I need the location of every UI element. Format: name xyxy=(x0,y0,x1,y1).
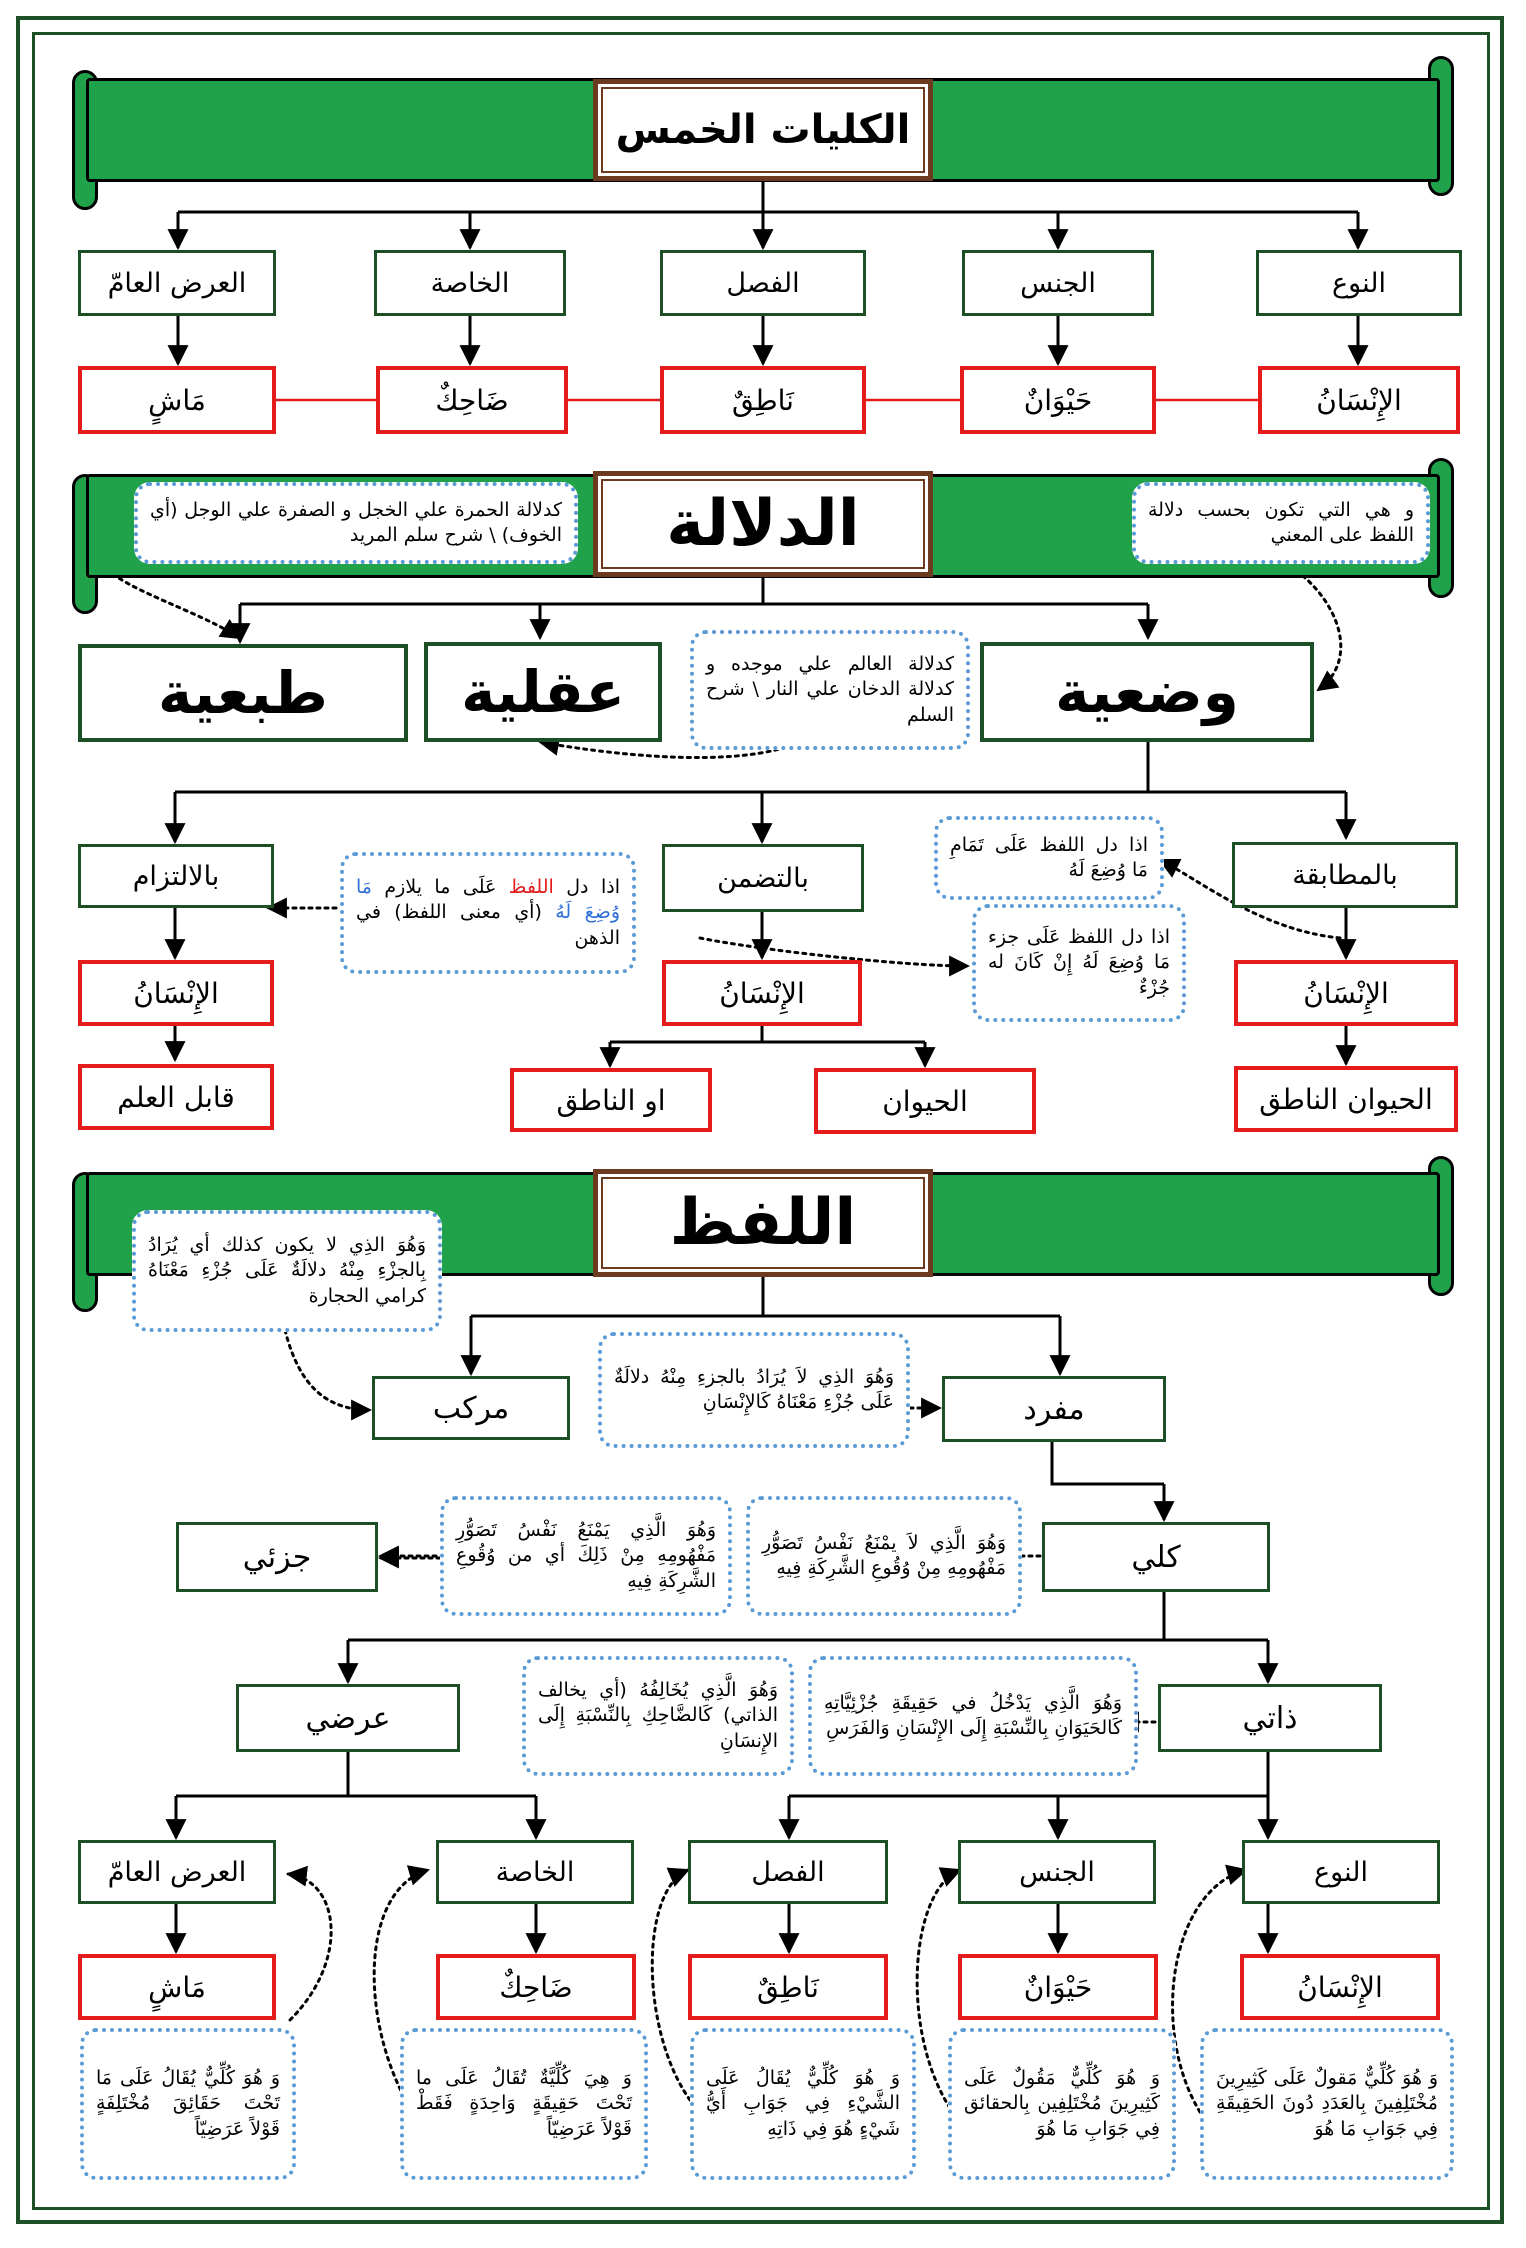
dotted-link xyxy=(285,1330,370,1410)
example-mashin: مَاشٍ xyxy=(78,1954,276,2020)
note-iltizam-part: اذا دل xyxy=(566,876,620,899)
dotted-link xyxy=(288,1874,331,2020)
node-kulli: كلي xyxy=(1042,1522,1270,1592)
section2-title: الدلالة xyxy=(596,474,930,574)
dotted-link xyxy=(652,1870,690,2100)
example-insan: الإِنْسَانُ xyxy=(1240,1954,1440,2020)
note-wadiyya-definition: و هي التي تكون بحسب دلالة اللفظ على المعني xyxy=(1132,482,1430,564)
category-khassa: الخاصة xyxy=(436,1840,634,1904)
type-aqliyya: عقلية xyxy=(424,642,662,742)
connector xyxy=(1052,1442,1164,1484)
insan-iltizam: الإِنْسَانُ xyxy=(78,960,274,1026)
note-iltizam xyxy=(340,852,636,974)
example-natiq: نَاطِقٌ xyxy=(660,366,866,434)
example-tadammun-natiq: او الناطق xyxy=(510,1068,712,1132)
section1-title: الكليات الخمس xyxy=(596,82,930,178)
definition-ard-amm: وَ هُوَ كُلِّيٌّ يُقَالُ عَلَى مَا تَحْتَ حَقَائِقَ مُخْتَلِفَةٍ قَوْلاً عَرَضِيّاً xyxy=(80,2028,296,2180)
category-naw: النوع xyxy=(1256,250,1462,316)
note-tadammun: اذا دل اللفظ عَلَى جزء مَا وُضِعَ لَهُ إِنْ كَانَ له جُزْءٌ xyxy=(972,904,1186,1022)
type-tabiiyya: طبعية xyxy=(78,644,408,742)
category-ard-amm: العرض العامّ xyxy=(78,250,276,316)
connector xyxy=(240,574,1148,604)
sub-iltizam: بالالتزام xyxy=(78,844,274,908)
insan-tadammun: الإِنْسَانُ xyxy=(662,960,862,1026)
section3-title: اللفظ xyxy=(596,1172,930,1274)
connector xyxy=(610,1026,925,1042)
definition-naw: وَ هُوَ كُلِّيٌّ مَقولٌ عَلَى كَثِيرِينَ مُخْتَلِفِينَ بِالعَدَدِ دُونَ الحَقِيقَةِ فِي جَوَابِ مَا هُوَ xyxy=(1200,2028,1454,2180)
note-mufrad: وَهُوَ الذِي لاَ يُرَادُ بالجزءِ مِنْهُ دلالَةٌ عَلَى جُزْءِ مَعْنَاهُ كَالإِنْسَانِ xyxy=(598,1332,910,1448)
category-jins: الجنس xyxy=(958,1840,1156,1904)
category-jins: الجنس xyxy=(962,250,1154,316)
sub-tadammun: بالتضمن xyxy=(662,844,864,912)
node-mufrad: مفرد xyxy=(942,1376,1166,1442)
example-mashin: مَاشٍ xyxy=(78,366,276,434)
node-murakkab: مركب xyxy=(372,1376,570,1440)
category-naw: النوع xyxy=(1242,1840,1440,1904)
note-iltizam-wudia: مَا وُضِعَ لَهُ xyxy=(356,876,621,924)
example-insan: الإِنْسَانُ xyxy=(1258,366,1460,434)
example-hayawan: حَيْوَانٌ xyxy=(958,1954,1158,2020)
category-ard-amm: العرض العامّ xyxy=(78,1840,276,1904)
example-dahik: ضَاحِكٌ xyxy=(376,366,568,434)
note-mutabaqa: اذا دل اللفظ عَلَى تَمَامِ مَا وُضِعَ لَهُ xyxy=(934,816,1164,900)
note-aqliyya-example: كدلالة العالم علي موجده و كدلالة الدخان علي النار \ شرح السلم xyxy=(690,630,970,750)
node-juzi: جزئي xyxy=(176,1522,378,1592)
note-iltizam-part: (أي معنى اللفظ) في الذهن xyxy=(356,901,620,949)
example-iltizam: قابل العلم xyxy=(78,1064,274,1130)
definition-jins: وَ هُوَ كُلِّيٌّ مَقُولٌ عَلَى كَثِيرِينَ مُخْتَلِفِين بِالحقائق فِي جَوَابِ مَا هُوَ xyxy=(948,2028,1176,2180)
connector xyxy=(471,1274,1060,1316)
example-dahik: ضَاحِكٌ xyxy=(436,1954,636,2020)
type-wadiyya: وضعية xyxy=(980,642,1314,742)
category-fasl: الفصل xyxy=(660,250,866,316)
connector xyxy=(176,1752,536,1796)
definition-fasl: وَ هُوَ كُلِّيٌّ يُقَالُ عَلَى الشَّيْءِ فِي جَوَابِ أَيُّ شَيْءٍ هُوَ فِي ذَاتِهِ xyxy=(690,2028,916,2180)
insan-mutabaqa: الإِنْسَانُ xyxy=(1234,960,1458,1026)
sub-mutabaqa: بالمطابقة xyxy=(1232,842,1458,908)
category-fasl: الفصل xyxy=(688,1840,888,1904)
example-hayawan: حَيْوَانٌ xyxy=(960,366,1156,434)
note-aradi: وَهُوَ الَّذِي يُخَالِفُهُ (أي يخالف الذاتي) كَالضَّاحِكِ بِالنِّسْبَةِ إِلَى الإِنسَانِ xyxy=(522,1656,794,1776)
note-kulli: وَهُوَ الَّذِي لاَ يمْنَعُ نَفْسُ تَصَوُّرِ مَفْهُومِهِ مِنْ وُقُوعِ الشَّرِكَةِ فِيهِ xyxy=(746,1496,1022,1616)
note-iltizam-part: عَلَى ما يلازم xyxy=(384,876,497,899)
note-tabiiyya-example: كدلالة الحمرة علي الخجل و الصفرة علي الوجل (أي الخوف) \ شرح سلم المريد xyxy=(134,482,578,564)
note-dhati: وَهُوَ الَّذِي يَدْخُلُ في حَقِيقَةِ جُزْئِيَّاتِهِ كَالحَيَوَانِ بِالنِّسْبَةِ إِلَى الإِنْسَانِ وَالفَرَسِ xyxy=(808,1656,1138,1776)
example-mutabaqa: الحيوان الناطق xyxy=(1234,1066,1458,1132)
definition-khassa: وَ هِيَ كُلِّيَّةٌ تُقَالُ عَلَى ما تَحْتَ حَقِيقَةٍ وَاحِدَةٍ فَقَطْ قَوْلاً عَرَضِيّاً xyxy=(400,2028,648,2180)
category-khassa: الخاصة xyxy=(374,250,566,316)
example-tadammun-hayawan: الحيوان xyxy=(814,1068,1036,1134)
note-murakkab: وَهُوَ الذِي لا يكون كذلك أي يُرَادُ بِالجزْءِ مِنْهُ دلالَةٌ عَلَى جُزْءِ مَعْنَاهُ كرامي الحجارة xyxy=(132,1210,442,1332)
node-dhati: ذاتي xyxy=(1158,1684,1382,1752)
example-natiq: نَاطِقٌ xyxy=(688,1954,888,2020)
node-aradi: عرضي xyxy=(236,1684,460,1752)
note-juzi: وَهُوَ الَّذِي يَمْنَعُ نَفْسُ تَصَوُّرِ مَفْهُومِهِ مِنْ ذَلِكَ أي من وُقُوعِ الشَّرِكَةِ فِيهِ xyxy=(440,1496,732,1616)
connector xyxy=(178,178,1358,212)
note-iltizam-lafz: اللفظ xyxy=(508,876,554,899)
